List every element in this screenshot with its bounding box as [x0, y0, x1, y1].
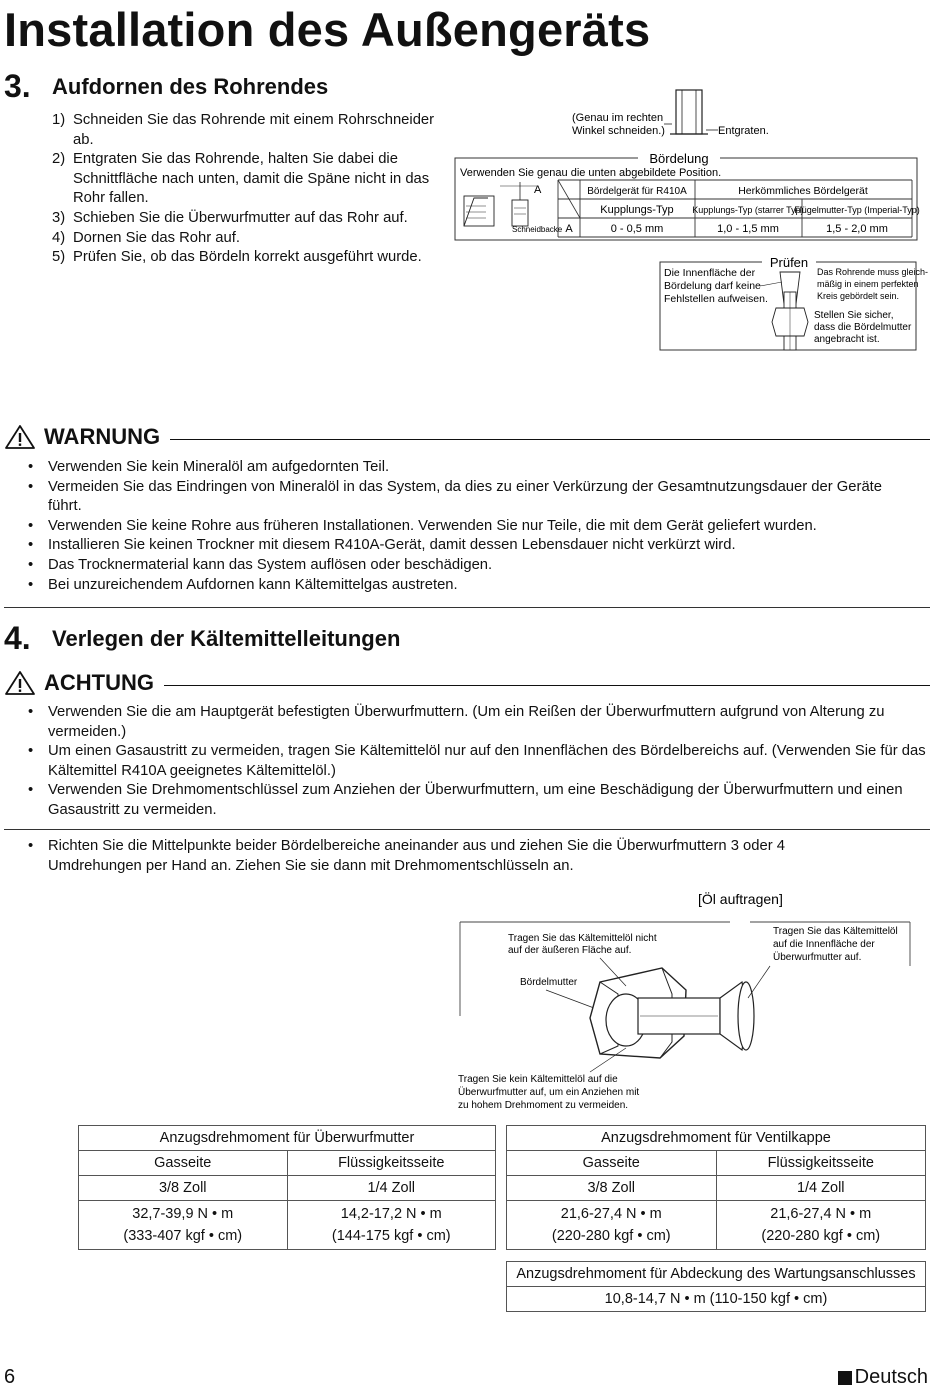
flare-heading: Bördelung [649, 151, 709, 166]
caution-triangle-icon [4, 670, 36, 696]
oil-bottom-1: Tragen Sie kein Kältemittelöl auf die [458, 1074, 618, 1085]
torque-service-table [506, 1261, 926, 1312]
torque-service-value: 10,8-14,7 N • m (110-150 kgf • cm) [507, 1287, 926, 1312]
section-4-number: 4. [4, 620, 31, 656]
flare-diagram [450, 86, 930, 356]
list-item: 5) Prüfen Sie, ob das Bördeln korrekt ausgeführt wurde. [52, 249, 422, 266]
check-heading: Prüfen [769, 255, 809, 270]
oil-inner-3: Überwurfmutter auf. [773, 952, 862, 963]
oil-outer-1: Tragen Sie das Kältemittelöl nicht [508, 933, 657, 944]
deburr-label: Entgraten. [718, 125, 769, 137]
section-4-title: Verlegen der Kältemittelleitungen [52, 626, 401, 651]
caution-heading: ACHTUNG [44, 670, 154, 695]
flare-table-col2: Herkömmliches Bördelgerät [738, 185, 868, 197]
torque-nut-size-liquid: 1/4 Zoll [287, 1176, 496, 1201]
check-right-1: Das Rohrende muss gleich- [817, 267, 929, 277]
torque-nut-val-liquid: 14,2-17,2 N • m (144-175 kgf • cm) [287, 1201, 496, 1250]
torque-nut-val-gas: 32,7-39,9 N • m (333-407 kgf • cm) [79, 1201, 288, 1250]
die-label: Schneidbacke [512, 225, 563, 234]
warning-header [4, 424, 930, 450]
check-bottom-2: dass die Bördelmutter [814, 322, 912, 333]
flare-position-note: Verwenden Sie genau die unten abgebildete Position. [460, 167, 722, 179]
flare-table-row-label: A [565, 223, 573, 235]
check-right-2: mäßig in einem perfekten [817, 279, 919, 289]
list-item: • Installieren Sie keinen Trockner mit diesem R410A-Gerät, damit dessen Lebensdauer nicht verkürzt wird. [26, 536, 916, 556]
torque-valve-val-gas: 21,6-27,4 N • m (220-280 kgf • cm) [507, 1201, 717, 1250]
list-item: • Verwenden Sie Drehmomentschlüssel zum Anziehen der Überwurfmuttern, um eine Beschädigung der Überwurfmuttern und einen Gasaustritt zu vermeiden. [26, 781, 930, 820]
torque-service-title: Anzugsdrehmoment für Abdeckung des Wartungsanschlusses [507, 1262, 926, 1287]
oil-bottom-3: zu hohem Drehmoment zu vermeiden. [458, 1100, 629, 1111]
list-item: 1) Schneiden Sie das Rohrende mit einem Rohrschneider ab. [52, 112, 435, 148]
flare-table-sub3: Flügelmutter-Typ (Imperial-Typ) [794, 205, 920, 215]
label-a: A [534, 184, 542, 196]
list-item: 2) Entgraten Sie das Rohrende, halten Sie dabei die Schnittfläche nach unten, damit die Späne nicht in das Rohr fallen. [52, 151, 430, 207]
page-number: 6 [4, 1366, 16, 1388]
oil-bottom-2: Überwurfmutter auf, um ein Anziehen mit [458, 1087, 640, 1098]
square-bullet-icon [838, 1371, 852, 1385]
torque-nut-col-liquid: Flüssigkeitsseite [287, 1151, 496, 1176]
flare-table [558, 180, 920, 237]
page-title: Installation des Außengeräts [4, 3, 651, 56]
flaring-steps-list [52, 111, 437, 268]
flare-table-v3: 1,5 - 2,0 mm [826, 223, 888, 235]
warning-list [26, 458, 916, 595]
list-item: • Verwenden Sie keine Rohre aus früheren Installationen. Verwenden Sie nur Teile, die mit dem Gerät geliefert wurden. [26, 517, 916, 537]
torque-nut-title: Anzugsdrehmoment für Überwurfmutter [79, 1126, 496, 1151]
oil-inner-2: auf die Innenfläche der [773, 939, 875, 950]
section-divider [4, 607, 930, 608]
torque-valve-val-liquid: 21,6-27,4 N • m (220-280 kgf • cm) [716, 1201, 926, 1250]
torque-nut-col-gas: Gasseite [79, 1151, 288, 1176]
oil-outer-2: auf der äußeren Fläche auf. [508, 945, 632, 956]
oil-nut-label: Bördelmutter [520, 977, 578, 988]
torque-nut-size-gas: 3/8 Zoll [79, 1176, 288, 1201]
caution-list [26, 703, 930, 821]
flare-table-v1: 0 - 0,5 mm [610, 223, 664, 235]
list-item: • Um einen Gasaustritt zu vermeiden, tragen Sie Kältemittelöl nur auf den Innenflächen des Bördelbereichs auf. (Verwenden Sie für das Kältemittel R410A geeignetes Kältemittelöl.) [26, 742, 930, 781]
warning-heading: WARNUNG [44, 424, 161, 449]
list-item: • Verwenden Sie kein Mineralöl am aufgedornten Teil. [26, 458, 916, 478]
oil-heading: [Öl auftragen] [698, 891, 783, 907]
check-left-2: Bördelung darf keine [664, 280, 761, 292]
torque-valve-size-liquid: 1/4 Zoll [716, 1176, 926, 1201]
section-3-title: Aufdornen des Rohrendes [52, 74, 329, 99]
alignment-note: • Richten Sie die Mittelpunkte beider Bördelbereiche aneinander aus und ziehen Sie die Überwurfmuttern 3 oder 4 Umdrehungen per Hand an. Ziehen Sie sie dann mit Drehmomentschlüsseln an. [26, 837, 846, 876]
torque-valve-table [506, 1125, 926, 1250]
check-left-1: Die Innenfläche der [664, 267, 756, 279]
language-label: Deutsch [838, 1366, 928, 1389]
flare-table-v2: 1,0 - 1,5 mm [717, 223, 779, 235]
oil-application-diagram [450, 886, 920, 1118]
warning-triangle-icon [4, 424, 36, 450]
torque-valve-col-gas: Gasseite [507, 1151, 717, 1176]
oil-inner-1: Tragen Sie das Kältemittelöl [773, 926, 898, 937]
list-item: • Vermeiden Sie das Eindringen von Mineralöl in das System, da dies zu einer Verkürzung der Gesamtnutzungsdauer der Geräte führt. [26, 478, 916, 517]
caution-header [4, 670, 930, 696]
flare-table-col1: Bördelgerät für R410A [587, 186, 687, 197]
torque-valve-size-gas: 3/8 Zoll [507, 1176, 717, 1201]
list-item: • Verwenden Sie die am Hauptgerät befestigten Überwurfmuttern. (Um ein Reißen der Überwurfmuttern aufgrund von Alterung zu vermeiden.) [26, 703, 930, 742]
caution-divider [4, 829, 930, 830]
check-left-3: Fehlstellen aufweisen. [664, 293, 768, 305]
list-item: • Bei unzureichendem Aufdornen kann Kältemittelgas austreten. [26, 576, 916, 596]
torque-valve-col-liquid: Flüssigkeitsseite [716, 1151, 926, 1176]
check-right-3: Kreis gebördelt sein. [817, 291, 900, 301]
list-item: 3) Schieben Sie die Überwurfmutter auf das Rohr auf. [52, 209, 408, 226]
alignment-list [26, 837, 846, 876]
section-3-number: 3. [4, 68, 31, 104]
check-bottom-3: angebracht ist. [814, 334, 880, 345]
cut-note-1: (Genau im rechten [572, 112, 664, 124]
list-item: 4) Dornen Sie das Rohr auf. [52, 229, 240, 246]
flare-table-sub1: Kupplungs-Typ [600, 204, 674, 216]
check-bottom-1: Stellen Sie sicher, [814, 310, 894, 321]
list-item: • Das Trocknermaterial kann das System auflösen oder beschädigen. [26, 556, 916, 576]
torque-nut-table [78, 1125, 496, 1250]
torque-valve-title: Anzugsdrehmoment für Ventilkappe [507, 1126, 926, 1151]
flare-table-sub2: Kupplungs-Typ (starrer Typ) [692, 205, 804, 215]
cut-note-2: Winkel schneiden.) [572, 125, 665, 137]
